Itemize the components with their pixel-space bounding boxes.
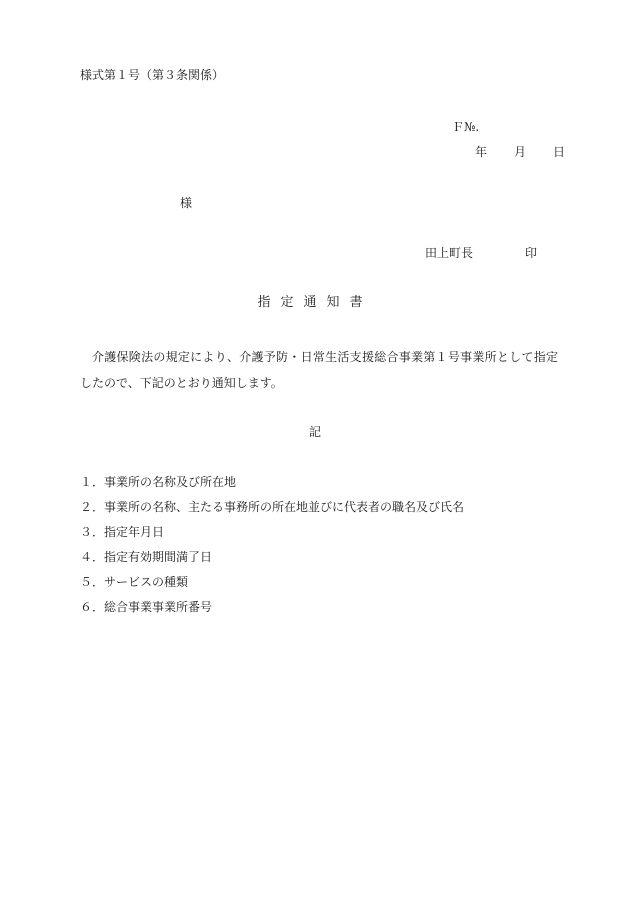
item-number: ５． [80,575,105,589]
date-month-label: 月 [514,145,527,159]
list-item [80,499,464,524]
sender-title: 田上町長 [425,246,474,260]
date-year-label: 年 [475,145,488,159]
document-title: 指定通知書 [257,295,373,310]
item-text: サービスの種類 [104,575,189,589]
addressee-honorific: 様 [180,196,193,210]
item-number: ４． [80,550,105,564]
list-item [80,599,464,624]
item-number: ６． [80,600,105,614]
list-item [80,574,464,599]
item-list [80,474,464,624]
f-number-label: Ｆ№. [452,120,480,134]
date-day-label: 日 [553,145,566,159]
list-item [80,474,464,499]
item-number: １． [80,475,105,489]
item-text: 事業所の名称及び所在地 [104,475,237,489]
seal-mark: 印 [525,246,538,260]
ki-heading: 記 [308,425,321,439]
form-number: 様式第１号（第３条関係） [80,68,225,82]
list-item [80,549,464,574]
item-number: ３． [80,525,105,539]
item-text: 指定年月日 [104,525,165,539]
date-row [470,144,570,160]
item-text: 事業所の名称、主たる事務所の所在地並びに代表者の職名及び氏名 [104,500,465,514]
item-number: ２． [80,500,105,514]
item-text: 総合事業事業所番号 [104,600,213,614]
item-text: 指定有効期間満了日 [104,550,213,564]
list-item [80,524,464,549]
body-paragraph: 介護保険法の規定により、介護予防・日常生活支援総合事業第１号事業所として指定したので、下記のとおり通知します。 [80,350,558,390]
